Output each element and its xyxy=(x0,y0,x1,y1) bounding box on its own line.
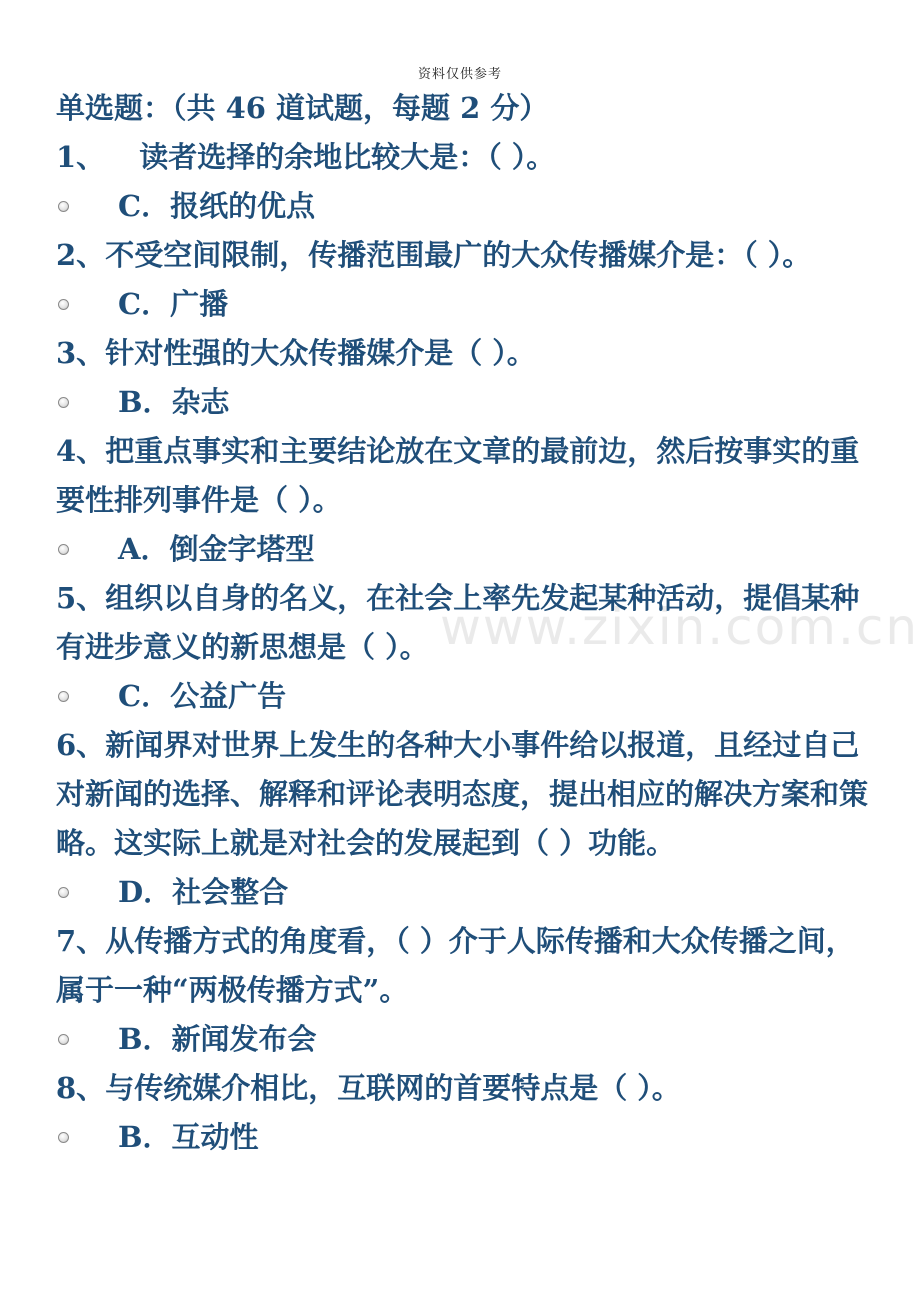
question-2 xyxy=(56,231,876,280)
answer-text: C．报纸的优点 xyxy=(118,189,316,223)
question-text: 与传统媒介相比，互联网的首要特点是（ ）。 xyxy=(105,1071,681,1105)
radio-icon[interactable] xyxy=(58,397,69,408)
answer-text: C．广播 xyxy=(118,287,229,321)
question-number: 2、 xyxy=(56,238,106,272)
radio-icon[interactable] xyxy=(58,1034,69,1045)
radio-icon[interactable] xyxy=(58,544,69,555)
page-header: 资料仅供参考 xyxy=(417,67,502,82)
answer-1 xyxy=(56,182,876,231)
answer-text: D．社会整合 xyxy=(118,875,289,909)
question-text: 读者选择的余地比较大是：（ ）。 xyxy=(139,140,556,174)
question-8 xyxy=(56,1064,876,1113)
answer-2 xyxy=(56,280,876,329)
question-4 xyxy=(56,427,876,525)
radio-icon[interactable] xyxy=(58,201,69,212)
question-6 xyxy=(56,721,876,868)
question-text: 从传播方式的角度看，（ ）介于人际传播和大众传播之间，属于一种“两极传播方式”。 xyxy=(56,924,855,1007)
question-1 xyxy=(56,133,876,182)
question-number: 6、 xyxy=(56,728,106,762)
watermark: www.zixin.com.cn xyxy=(440,598,920,656)
answer-3 xyxy=(56,378,876,427)
radio-icon[interactable] xyxy=(58,887,69,898)
answer-text: A．倒金字塔型 xyxy=(118,532,315,566)
radio-icon[interactable] xyxy=(58,691,69,702)
question-text: 不受空间限制，传播范围最广的大众传播媒介是：（ ）。 xyxy=(105,238,812,272)
answer-4 xyxy=(56,525,876,574)
answer-7 xyxy=(56,1015,876,1064)
question-text: 把重点事实和主要结论放在文章的最前边，然后按事实的重要性排列事件是（ ）。 xyxy=(56,434,860,517)
question-number: 1、 xyxy=(56,140,106,174)
question-list xyxy=(56,84,876,1162)
question-number: 5、 xyxy=(56,581,106,615)
answer-8 xyxy=(56,1113,876,1162)
answer-text: B．杂志 xyxy=(118,385,230,419)
question-number: 7、 xyxy=(56,924,106,958)
question-number: 4、 xyxy=(56,434,106,468)
question-7 xyxy=(56,917,876,1015)
question-text: 新闻界对世界上发生的各种大小事件给以报道，且经过自己对新闻的选择、解释和评论表明态度，提出相应的解决方案和策略。这实际上就是对社会的发展起到（ ）功能。 xyxy=(56,728,869,860)
answer-6 xyxy=(56,868,876,917)
question-5 xyxy=(56,574,876,672)
question-number: 8、 xyxy=(56,1071,106,1105)
answer-text: C．公益广告 xyxy=(118,679,287,713)
question-3 xyxy=(56,329,876,378)
section-title: 单选题：（共 46 道试题，每题 2 分） xyxy=(56,91,549,125)
answer-text: B．新闻发布会 xyxy=(118,1022,317,1056)
answer-text: B．互动性 xyxy=(118,1120,259,1154)
question-text: 组织以自身的名义，在社会上率先发起某种活动，提倡某种有进步意义的新思想是（ ）。 xyxy=(56,581,860,664)
answer-5 xyxy=(56,672,876,721)
question-number: 3、 xyxy=(56,336,106,370)
radio-icon[interactable] xyxy=(58,299,69,310)
radio-icon[interactable] xyxy=(58,1132,69,1143)
question-text: 针对性强的大众传播媒介是（ ）。 xyxy=(105,336,536,370)
